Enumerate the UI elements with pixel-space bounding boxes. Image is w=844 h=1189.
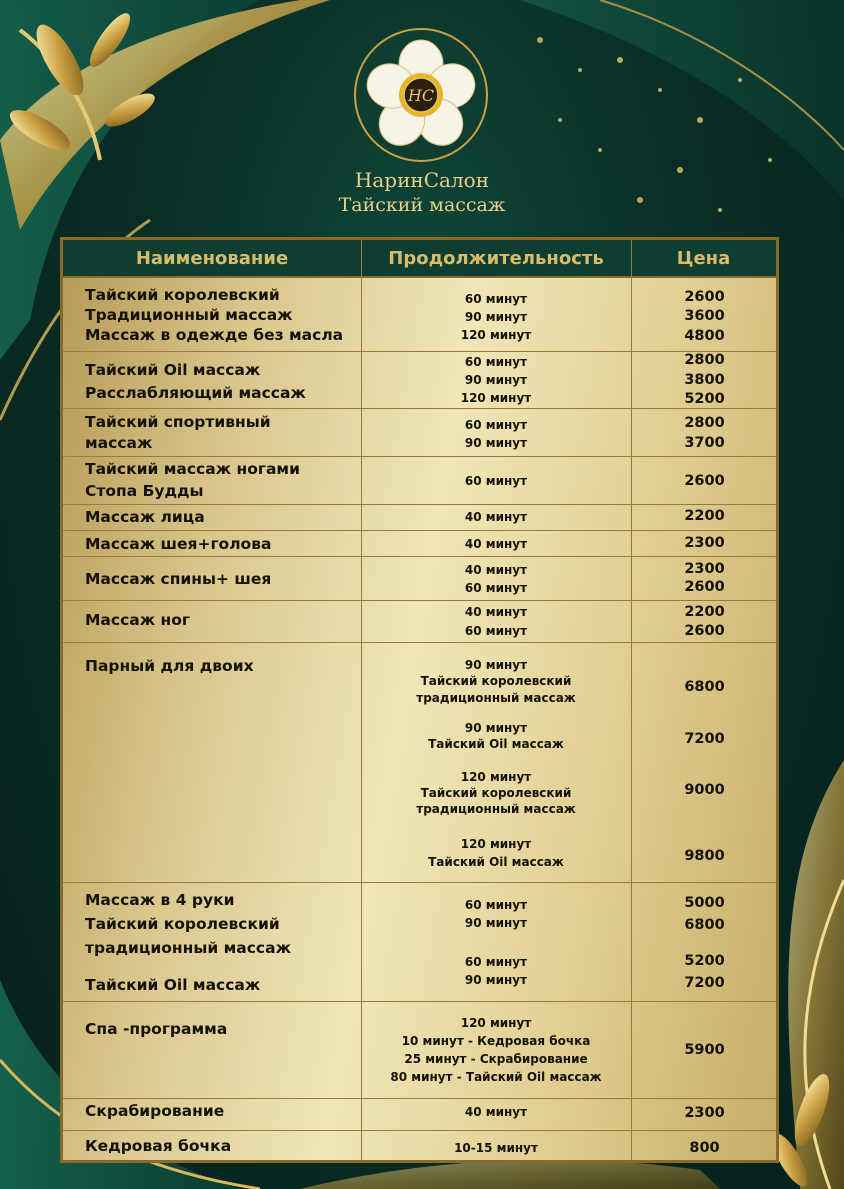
- row-8-duration-4: Тайский Oil массаж: [428, 737, 564, 751]
- row-6-duration-1: 60 минут: [464, 581, 528, 595]
- row-9-name-3: Тайский Oil массаж: [85, 976, 261, 994]
- row-divider: [63, 1098, 776, 1099]
- row-divider: [63, 882, 776, 883]
- row-8-price-1: 7200: [684, 731, 725, 747]
- row-7-duration-0: 40 минут: [464, 605, 528, 619]
- row-2-duration-1: 90 минут: [464, 436, 528, 450]
- row-10-duration-1: 10 минут - Кедровая бочка: [401, 1034, 591, 1048]
- row-0-price-2: 4800: [684, 328, 725, 344]
- row-0-duration-0: 60 минут: [464, 292, 528, 306]
- row-11-duration-0: 40 минут: [464, 1105, 528, 1119]
- row-4-name-0: Массаж лица: [85, 508, 205, 526]
- row-2-price-1: 3700: [684, 435, 725, 451]
- row-9-price-3: 7200: [684, 975, 725, 991]
- salon-name: НаринСалон: [354, 168, 490, 192]
- row-0-name-2: Массаж в одежде без масла: [85, 326, 344, 344]
- row-4-duration-0: 40 минут: [464, 510, 528, 524]
- row-6-price-1: 2600: [684, 579, 725, 595]
- row-0-name-1: Традиционный массаж: [85, 306, 293, 324]
- row-12-price-0: 800: [689, 1140, 720, 1156]
- row-9-price-0: 5000: [684, 895, 725, 911]
- row-divider: [63, 642, 776, 643]
- row-2-name-0: Тайский спортивный: [85, 413, 271, 431]
- salon-subtitle: Тайский массаж: [338, 194, 506, 216]
- row-5-name-0: Массаж шея+голова: [85, 535, 272, 553]
- row-8-duration-8: 120 минут: [460, 837, 532, 851]
- row-5-duration-0: 40 минут: [464, 537, 528, 551]
- row-divider: [63, 1130, 776, 1131]
- row-9-price-2: 5200: [684, 953, 725, 969]
- row-9-duration-0: 60 минут: [464, 898, 528, 912]
- logo-monogram: HC: [407, 86, 435, 105]
- row-10-price-0: 5900: [684, 1042, 725, 1058]
- header-duration: Продолжительность: [388, 248, 604, 269]
- row-1-price-2: 5200: [684, 391, 725, 407]
- row-0-name-0: Тайский королевский: [85, 286, 280, 304]
- row-divider: [63, 456, 776, 457]
- row-3-duration-0: 60 минут: [464, 474, 528, 488]
- row-11-name-0: Скрабирование: [85, 1102, 225, 1120]
- row-9-duration-3: 90 минут: [464, 973, 528, 987]
- row-9-name-0: Массаж в 4 руки: [85, 891, 235, 909]
- header-name: Наименование: [135, 248, 289, 269]
- row-8-duration-9: Тайский Oil массаж: [428, 855, 564, 869]
- row-9-name-1: Тайский королевский: [85, 915, 280, 933]
- row-12-duration-0: 10-15 минут: [454, 1141, 538, 1155]
- row-8-duration-5: 120 минут: [460, 770, 532, 784]
- row-9-duration-1: 90 минут: [464, 916, 528, 930]
- row-divider: [63, 408, 776, 409]
- row-11-price-0: 2300: [684, 1105, 725, 1121]
- row-6-duration-0: 40 минут: [464, 563, 528, 577]
- row-0-price-0: 2600: [684, 289, 725, 305]
- row-2-name-1: массаж: [85, 434, 153, 452]
- row-1-duration-0: 60 минут: [464, 355, 528, 369]
- row-1-price-0: 2800: [684, 352, 725, 368]
- header-price: Цена: [676, 248, 731, 269]
- row-7-price-0: 2200: [684, 604, 725, 620]
- row-7-name-0: Массаж ног: [85, 611, 190, 629]
- row-divider: [63, 1001, 776, 1002]
- row-8-duration-1: Тайский королевский: [420, 674, 572, 688]
- row-8-price-2: 9000: [684, 782, 725, 798]
- row-9-name-2: традиционный массаж: [85, 939, 291, 957]
- row-8-duration-0: 90 минут: [464, 658, 528, 672]
- row-10-duration-3: 80 минут - Тайский Oil массаж: [390, 1070, 602, 1084]
- row-8-name-0: Парный для двоих: [85, 657, 254, 675]
- column-divider: [631, 240, 632, 1160]
- row-divider: [63, 600, 776, 601]
- row-8-duration-6: Тайский королевский: [420, 786, 572, 800]
- row-1-price-1: 3800: [684, 372, 725, 388]
- row-8-price-0: 6800: [684, 679, 725, 695]
- row-7-price-1: 2600: [684, 623, 725, 639]
- price-table: [60, 237, 779, 1163]
- row-1-name-1: Расслабляющий массаж: [85, 384, 306, 402]
- row-3-name-0: Тайский массаж ногами: [85, 460, 300, 478]
- row-8-duration-7: традиционный массаж: [416, 802, 576, 816]
- row-5-price-0: 2300: [684, 535, 725, 551]
- row-6-price-0: 2300: [684, 561, 725, 577]
- row-1-duration-1: 90 минут: [464, 373, 528, 387]
- row-0-price-1: 3600: [684, 308, 725, 324]
- row-3-name-1: Стопа Будды: [85, 482, 204, 500]
- table-header: [63, 240, 776, 278]
- row-7-duration-1: 60 минут: [464, 624, 528, 638]
- row-3-price-0: 2600: [684, 473, 725, 489]
- row-8-duration-2: традиционный массаж: [416, 691, 576, 705]
- row-0-duration-2: 120 минут: [460, 328, 532, 342]
- row-1-name-0: Тайский Oil массаж: [85, 361, 261, 379]
- salon-logo: [352, 26, 490, 164]
- row-10-name-0: Спа -программа: [85, 1020, 228, 1038]
- row-8-duration-3: 90 минут: [464, 721, 528, 735]
- row-6-name-0: Массаж спины+ шея: [85, 570, 272, 588]
- row-10-duration-2: 25 минут - Скрабирование: [404, 1052, 588, 1066]
- row-divider: [63, 504, 776, 505]
- row-8-price-3: 9800: [684, 848, 725, 864]
- row-2-price-0: 2800: [684, 415, 725, 431]
- row-divider: [63, 530, 776, 531]
- row-divider: [63, 556, 776, 557]
- row-2-duration-0: 60 минут: [464, 418, 528, 432]
- row-0-duration-1: 90 минут: [464, 310, 528, 324]
- row-4-price-0: 2200: [684, 508, 725, 524]
- row-9-price-1: 6800: [684, 917, 725, 933]
- row-9-duration-2: 60 минут: [464, 955, 528, 969]
- row-1-duration-2: 120 минут: [460, 391, 532, 405]
- row-10-duration-0: 120 минут: [460, 1016, 532, 1030]
- row-12-name-0: Кедровая бочка: [85, 1137, 232, 1155]
